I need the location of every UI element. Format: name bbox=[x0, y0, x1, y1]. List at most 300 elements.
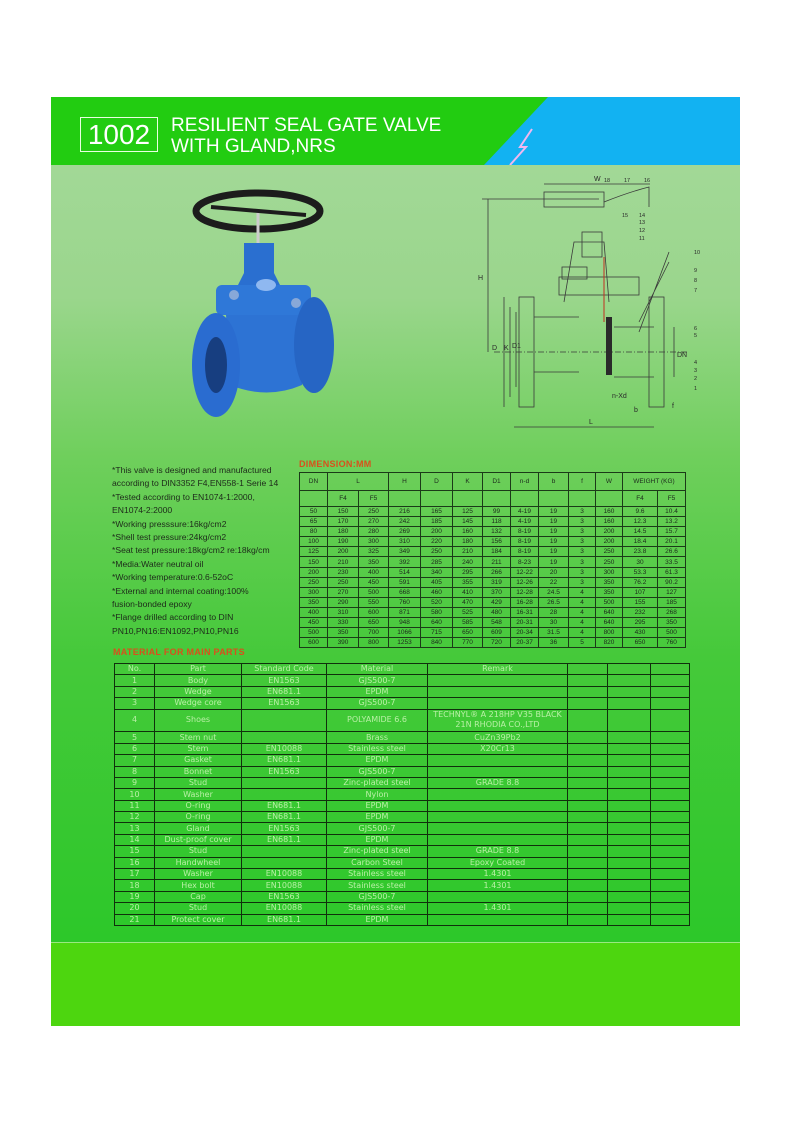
table-cell: 19 bbox=[539, 527, 569, 537]
table-cell bbox=[608, 834, 651, 845]
table-cell: 268 bbox=[658, 607, 686, 617]
part-number-callout: 1 bbox=[694, 386, 698, 392]
spec-line: *Working temperature:0.6-52oC bbox=[112, 572, 234, 583]
table-cell: Cap bbox=[155, 891, 242, 902]
dimension-title: DIMENSION:MM bbox=[299, 459, 372, 469]
table-row bbox=[115, 846, 690, 857]
table-row bbox=[115, 891, 690, 902]
table-cell bbox=[568, 914, 608, 925]
table-cell: 9 bbox=[115, 777, 155, 788]
table-cell: 36 bbox=[539, 638, 569, 648]
table-cell: 591 bbox=[389, 577, 421, 587]
table-cell: Shoes bbox=[155, 709, 242, 732]
table-row bbox=[115, 675, 690, 686]
column-header: H bbox=[389, 473, 421, 491]
page-title-line2: WITH GLAND,NRS bbox=[171, 136, 336, 157]
table-cell bbox=[242, 732, 327, 743]
table-cell: 392 bbox=[389, 557, 421, 567]
table-cell: 948 bbox=[389, 618, 421, 628]
table-cell bbox=[242, 789, 327, 800]
table-cell: 7 bbox=[115, 755, 155, 766]
drawing-label-b: b bbox=[634, 407, 638, 414]
table-cell: EN681.1 bbox=[242, 755, 327, 766]
table-cell bbox=[242, 857, 327, 868]
table-cell: 200 bbox=[421, 527, 453, 537]
table-cell: 4 bbox=[569, 618, 596, 628]
table-cell bbox=[568, 743, 608, 754]
column-header: Material bbox=[327, 664, 428, 675]
technical-drawing bbox=[474, 172, 714, 437]
table-row bbox=[300, 547, 686, 557]
column-subheader: F5 bbox=[359, 491, 389, 507]
table-row bbox=[300, 607, 686, 617]
table-cell: 19 bbox=[115, 891, 155, 902]
table-row bbox=[300, 567, 686, 577]
table-row bbox=[300, 638, 686, 648]
table-cell: Gland bbox=[155, 823, 242, 834]
column-header: L bbox=[328, 473, 389, 491]
table-cell: 405 bbox=[421, 577, 453, 587]
table-cell: 500 bbox=[658, 628, 686, 638]
table-cell: O-ring bbox=[155, 800, 242, 811]
drawing-label-nd: n-Xd bbox=[612, 393, 627, 400]
part-number-callout: 8 bbox=[694, 278, 698, 284]
table-cell bbox=[651, 869, 690, 880]
table-cell: 4-19 bbox=[511, 507, 539, 517]
table-cell: 16-31 bbox=[511, 607, 539, 617]
remark-line: TECHNYL® A 218HP V35 BLACK bbox=[433, 709, 562, 719]
table-cell: 220 bbox=[421, 537, 453, 547]
table-cell bbox=[651, 675, 690, 686]
table-cell: 480 bbox=[483, 607, 511, 617]
table-cell: 19 bbox=[539, 547, 569, 557]
table-cell: Washer bbox=[155, 789, 242, 800]
table-row bbox=[300, 517, 686, 527]
table-cell: GJS500-7 bbox=[327, 698, 428, 709]
table-cell: Protect cover bbox=[155, 914, 242, 925]
table-cell: 250 bbox=[328, 577, 359, 587]
table-cell: 4 bbox=[569, 628, 596, 638]
table-cell: CuZn39Pb2 bbox=[428, 732, 568, 743]
column-subheader: F5 bbox=[658, 491, 686, 507]
table-cell: 2 bbox=[115, 686, 155, 697]
table-cell: 760 bbox=[658, 638, 686, 648]
table-cell bbox=[568, 686, 608, 697]
table-cell bbox=[428, 914, 568, 925]
table-cell: 310 bbox=[389, 537, 421, 547]
table-cell bbox=[568, 789, 608, 800]
table-cell: 190 bbox=[328, 537, 359, 547]
table-cell: 250 bbox=[300, 577, 328, 587]
table-cell bbox=[651, 698, 690, 709]
materials-table bbox=[114, 663, 690, 926]
table-cell bbox=[651, 812, 690, 823]
table-cell: EPDM bbox=[327, 914, 428, 925]
table-cell: 150 bbox=[328, 507, 359, 517]
table-cell bbox=[428, 823, 568, 834]
table-cell bbox=[568, 869, 608, 880]
table-row bbox=[300, 628, 686, 638]
remark-line: 21N RHODIA CO.,LTD bbox=[455, 720, 540, 730]
table-cell: 22 bbox=[539, 577, 569, 587]
table-cell: 30 bbox=[623, 557, 658, 567]
table-cell: POLYAMIDE 6.6 bbox=[327, 709, 428, 732]
table-cell: 1.4301 bbox=[428, 880, 568, 891]
table-cell: 200 bbox=[328, 547, 359, 557]
table-cell: 107 bbox=[623, 587, 658, 597]
table-cell: 390 bbox=[328, 638, 359, 648]
table-cell: 160 bbox=[596, 517, 623, 527]
drawing-label-f: f bbox=[672, 403, 674, 410]
table-cell: 240 bbox=[453, 557, 483, 567]
table-cell: Carbon Steel bbox=[327, 857, 428, 868]
table-cell: 350 bbox=[596, 577, 623, 587]
table-cell: 200 bbox=[596, 527, 623, 537]
table-cell: GRADE 8.8 bbox=[428, 777, 568, 788]
table-cell: 1 bbox=[115, 675, 155, 686]
table-cell: 5 bbox=[569, 638, 596, 648]
table-cell bbox=[651, 880, 690, 891]
table-cell bbox=[568, 698, 608, 709]
table-cell: 330 bbox=[328, 618, 359, 628]
table-cell bbox=[651, 914, 690, 925]
table-cell: 19 bbox=[539, 537, 569, 547]
table-cell: Stainless steel bbox=[327, 880, 428, 891]
table-cell: Body bbox=[155, 675, 242, 686]
table-cell: Hex bolt bbox=[155, 880, 242, 891]
column-subheader bbox=[569, 491, 596, 507]
table-cell bbox=[428, 800, 568, 811]
part-number-callout: 12 bbox=[639, 228, 646, 234]
table-cell: 300 bbox=[596, 567, 623, 577]
table-cell: 21 bbox=[115, 914, 155, 925]
table-cell: 410 bbox=[453, 587, 483, 597]
spec-line: EN1074-2:2000 bbox=[112, 505, 173, 516]
table-cell: 290 bbox=[328, 597, 359, 607]
table-cell: 160 bbox=[453, 527, 483, 537]
table-cell: GJS500-7 bbox=[327, 891, 428, 902]
table-cell: 100 bbox=[300, 537, 328, 547]
table-cell: Handwheel bbox=[155, 857, 242, 868]
table-cell bbox=[242, 709, 327, 732]
table-cell: 33.5 bbox=[658, 557, 686, 567]
table-cell: 310 bbox=[328, 607, 359, 617]
spec-line: *Shell test pressure:24kg/cm2 bbox=[112, 532, 227, 543]
table-cell: 800 bbox=[359, 638, 389, 648]
table-cell: 11 bbox=[115, 800, 155, 811]
table-cell bbox=[651, 891, 690, 902]
table-cell: 450 bbox=[300, 618, 328, 628]
table-cell: 156 bbox=[483, 537, 511, 547]
table-cell bbox=[568, 834, 608, 845]
table-row bbox=[115, 789, 690, 800]
table-cell: 13 bbox=[115, 823, 155, 834]
table-cell bbox=[568, 732, 608, 743]
table-cell: 285 bbox=[421, 557, 453, 567]
part-number-callout: 3 bbox=[694, 368, 698, 374]
table-cell bbox=[651, 686, 690, 697]
table-cell: 19 bbox=[539, 517, 569, 527]
table-cell: Stem bbox=[155, 743, 242, 754]
column-subheader: F4 bbox=[623, 491, 658, 507]
table-cell: Stud bbox=[155, 846, 242, 857]
table-cell: 65 bbox=[300, 517, 328, 527]
table-cell: 350 bbox=[300, 597, 328, 607]
column-header: b bbox=[539, 473, 569, 491]
table-cell bbox=[608, 709, 651, 732]
table-cell: 270 bbox=[328, 587, 359, 597]
table-cell bbox=[651, 800, 690, 811]
table-cell: 18 bbox=[115, 880, 155, 891]
table-cell: 840 bbox=[421, 638, 453, 648]
table-cell: 300 bbox=[359, 537, 389, 547]
table-cell bbox=[651, 732, 690, 743]
part-number-callout: 18 bbox=[604, 178, 611, 184]
table-cell: 20 bbox=[539, 567, 569, 577]
table-row bbox=[115, 743, 690, 754]
table-cell: Epoxy Coated bbox=[428, 857, 568, 868]
table-cell bbox=[428, 834, 568, 845]
table-cell bbox=[568, 675, 608, 686]
product-sheet bbox=[51, 97, 740, 1025]
valve-photo bbox=[186, 185, 351, 445]
table-cell bbox=[568, 880, 608, 891]
table-cell bbox=[608, 846, 651, 857]
table-cell: 16-28 bbox=[511, 597, 539, 607]
drawing-label-k: K bbox=[504, 345, 509, 352]
column-subheader bbox=[539, 491, 569, 507]
table-cell bbox=[428, 709, 568, 732]
table-cell bbox=[608, 891, 651, 902]
table-cell: 650 bbox=[453, 628, 483, 638]
table-cell bbox=[428, 766, 568, 777]
table-cell bbox=[608, 777, 651, 788]
table-cell: 180 bbox=[453, 537, 483, 547]
table-cell: EPDM bbox=[327, 812, 428, 823]
table-cell: EN681.1 bbox=[242, 812, 327, 823]
column-header: W bbox=[596, 473, 623, 491]
column-header: Standard Code bbox=[242, 664, 327, 675]
table-cell: 650 bbox=[623, 638, 658, 648]
table-cell: 470 bbox=[453, 597, 483, 607]
table-cell: 53.3 bbox=[623, 567, 658, 577]
table-cell: 20-31 bbox=[511, 618, 539, 628]
table-row bbox=[115, 823, 690, 834]
table-row bbox=[115, 903, 690, 914]
table-cell: 800 bbox=[596, 628, 623, 638]
valve-specifications bbox=[112, 464, 302, 638]
table-cell: EN10088 bbox=[242, 869, 327, 880]
table-cell: EPDM bbox=[327, 800, 428, 811]
table-cell: 4 bbox=[115, 709, 155, 732]
table-cell bbox=[608, 812, 651, 823]
table-cell bbox=[608, 755, 651, 766]
spec-line: PN10,PN16:EN1092,PN10,PN16 bbox=[112, 625, 239, 636]
table-cell bbox=[651, 903, 690, 914]
table-cell: Stud bbox=[155, 777, 242, 788]
table-row bbox=[300, 537, 686, 547]
table-cell: 650 bbox=[359, 618, 389, 628]
table-cell: 525 bbox=[453, 607, 483, 617]
table-cell: GJS500-7 bbox=[327, 675, 428, 686]
part-number-callout: 11 bbox=[639, 236, 645, 242]
table-row bbox=[300, 597, 686, 607]
table-cell: 450 bbox=[359, 577, 389, 587]
column-subheader: F4 bbox=[328, 491, 359, 507]
spec-line: *Media:Water neutral oil bbox=[112, 558, 204, 569]
header-band bbox=[51, 97, 740, 165]
table-cell: EPDM bbox=[327, 755, 428, 766]
table-cell: Zinc-plated steel bbox=[327, 846, 428, 857]
table-cell: 80 bbox=[300, 527, 328, 537]
table-cell: 15 bbox=[115, 846, 155, 857]
column-header: f bbox=[569, 473, 596, 491]
table-cell: 3 bbox=[569, 547, 596, 557]
table-cell: 31.5 bbox=[539, 628, 569, 638]
table-cell: 165 bbox=[421, 507, 453, 517]
table-cell bbox=[428, 789, 568, 800]
table-cell: 8-19 bbox=[511, 537, 539, 547]
table-cell: 10.4 bbox=[658, 507, 686, 517]
table-cell: 585 bbox=[453, 618, 483, 628]
table-cell bbox=[608, 743, 651, 754]
table-cell: Stainless steel bbox=[327, 743, 428, 754]
table-header-row bbox=[300, 473, 686, 491]
table-cell: 19 bbox=[539, 557, 569, 567]
table-cell: 184 bbox=[483, 547, 511, 557]
table-cell: 295 bbox=[623, 618, 658, 628]
table-cell: 500 bbox=[300, 628, 328, 638]
column-header: D1 bbox=[483, 473, 511, 491]
table-cell bbox=[651, 846, 690, 857]
table-cell: 600 bbox=[359, 607, 389, 617]
table-row bbox=[300, 618, 686, 628]
part-number-callout: 5 bbox=[694, 333, 698, 339]
table-cell: 400 bbox=[359, 567, 389, 577]
table-cell: 180 bbox=[328, 527, 359, 537]
table-cell bbox=[608, 903, 651, 914]
table-cell: 370 bbox=[483, 587, 511, 597]
table-cell bbox=[651, 834, 690, 845]
table-cell: EN1563 bbox=[242, 675, 327, 686]
table-cell: 4 bbox=[569, 597, 596, 607]
table-cell bbox=[608, 675, 651, 686]
table-cell: EN10088 bbox=[242, 903, 327, 914]
table-cell bbox=[568, 846, 608, 857]
table-cell: 1253 bbox=[389, 638, 421, 648]
table-cell: 4-19 bbox=[511, 517, 539, 527]
table-cell: 550 bbox=[359, 597, 389, 607]
table-cell: 90.2 bbox=[658, 577, 686, 587]
column-subheader bbox=[511, 491, 539, 507]
table-row bbox=[115, 686, 690, 697]
table-cell: 429 bbox=[483, 597, 511, 607]
part-number-callout: 4 bbox=[694, 360, 698, 366]
drawing-label-d: D bbox=[492, 345, 498, 352]
table-cell: EPDM bbox=[327, 834, 428, 845]
spec-line: *Working presssure:16kg/cm2 bbox=[112, 518, 227, 529]
table-cell: 270 bbox=[359, 517, 389, 527]
table-cell: 460 bbox=[421, 587, 453, 597]
table-cell: 216 bbox=[389, 507, 421, 517]
table-cell: 640 bbox=[421, 618, 453, 628]
table-cell: 8-19 bbox=[511, 547, 539, 557]
table-cell: 355 bbox=[453, 577, 483, 587]
table-cell: Bonnet bbox=[155, 766, 242, 777]
part-number-callout: 17 bbox=[624, 178, 631, 184]
table-cell: 349 bbox=[389, 547, 421, 557]
spec-line: fusion-bonded epoxy bbox=[112, 599, 192, 610]
table-cell: 280 bbox=[359, 527, 389, 537]
table-cell: 125 bbox=[453, 507, 483, 517]
table-cell bbox=[608, 823, 651, 834]
table-cell: 232 bbox=[623, 607, 658, 617]
table-cell: 9.6 bbox=[623, 507, 658, 517]
table-cell bbox=[568, 823, 608, 834]
table-cell bbox=[568, 812, 608, 823]
table-cell: 210 bbox=[453, 547, 483, 557]
table-cell bbox=[651, 743, 690, 754]
table-cell: 319 bbox=[483, 577, 511, 587]
table-cell: 250 bbox=[359, 507, 389, 517]
table-row bbox=[115, 800, 690, 811]
part-number-callout: 13 bbox=[639, 220, 646, 226]
column-header: DN bbox=[300, 473, 328, 491]
table-cell: 715 bbox=[421, 628, 453, 638]
table-cell: 210 bbox=[328, 557, 359, 567]
table-cell: 24.5 bbox=[539, 587, 569, 597]
table-row bbox=[115, 857, 690, 868]
table-cell bbox=[428, 698, 568, 709]
part-number-callout: 16 bbox=[644, 178, 651, 184]
table-cell: 820 bbox=[596, 638, 623, 648]
table-cell: 548 bbox=[483, 618, 511, 628]
table-cell: 28 bbox=[539, 607, 569, 617]
table-cell: 242 bbox=[389, 517, 421, 527]
table-cell bbox=[608, 732, 651, 743]
table-cell: 12-26 bbox=[511, 577, 539, 587]
table-cell: 8-23 bbox=[511, 557, 539, 567]
table-cell bbox=[608, 698, 651, 709]
column-header: Part bbox=[155, 664, 242, 675]
table-cell: 430 bbox=[623, 628, 658, 638]
table-cell: 514 bbox=[389, 567, 421, 577]
part-number-callout: 7 bbox=[694, 288, 698, 294]
table-cell: 160 bbox=[596, 507, 623, 517]
table-cell: 295 bbox=[453, 567, 483, 577]
drawing-label-l: L bbox=[589, 419, 593, 426]
table-cell: 400 bbox=[300, 607, 328, 617]
column-header: WEIGHT (KG) bbox=[623, 473, 686, 491]
drawing-label-w: W bbox=[594, 176, 601, 183]
table-cell bbox=[608, 766, 651, 777]
table-cell: 8 bbox=[115, 766, 155, 777]
table-cell: 8-19 bbox=[511, 527, 539, 537]
table-cell bbox=[608, 869, 651, 880]
table-row bbox=[115, 914, 690, 925]
table-row bbox=[300, 587, 686, 597]
column-subheader bbox=[596, 491, 623, 507]
dimension-table bbox=[299, 472, 686, 648]
column-subheader bbox=[483, 491, 511, 507]
table-cell: 20-34 bbox=[511, 628, 539, 638]
table-cell: Stem nut bbox=[155, 732, 242, 743]
table-cell: 266 bbox=[483, 567, 511, 577]
table-cell: 600 bbox=[300, 638, 328, 648]
table-cell: Wedge bbox=[155, 686, 242, 697]
spec-line: *Seat test pressure:18kg/cm2 re:18kg/cm bbox=[112, 545, 270, 556]
part-number-callout: 9 bbox=[694, 268, 698, 274]
